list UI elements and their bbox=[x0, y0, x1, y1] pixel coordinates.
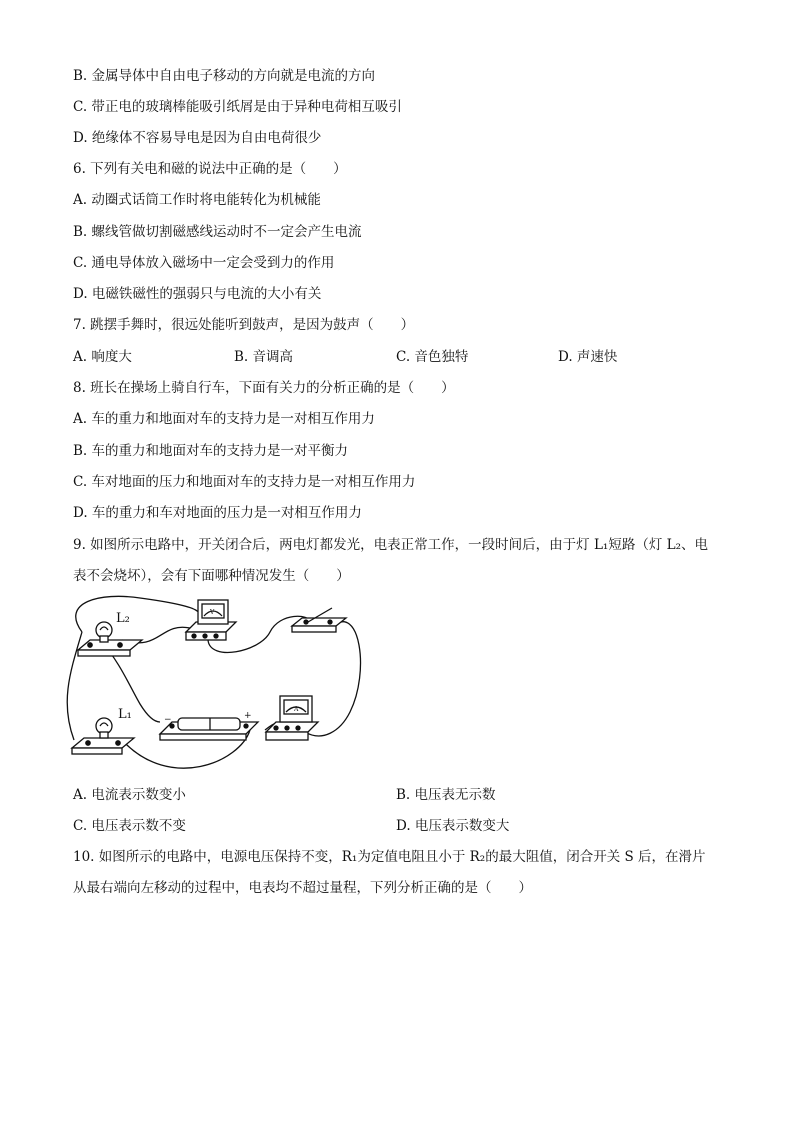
q7-option-a: A. 响度大 bbox=[73, 349, 132, 365]
q7-stem: 7. 跳摆手舞时，很远处能听到鼓声，是因为鼓声（ ） bbox=[73, 317, 415, 333]
ammeter bbox=[266, 696, 318, 740]
switch bbox=[292, 608, 346, 632]
voltmeter bbox=[186, 600, 236, 640]
lamp-l2 bbox=[78, 622, 142, 656]
battery bbox=[160, 718, 258, 740]
q9-option-c: C. 电压表示数不变 bbox=[73, 818, 186, 834]
battery-plus-label: + bbox=[244, 711, 252, 721]
q6-stem: 6. 下列有关电和磁的说法中正确的是（ ） bbox=[73, 161, 347, 177]
q6-option-c: C. 通电导体放入磁场中一定会受到力的作用 bbox=[73, 255, 335, 271]
q5-option-b: B. 金属导体中自由电子移动的方向就是电流的方向 bbox=[73, 68, 376, 84]
lamp-l1-label: L₁ bbox=[118, 707, 132, 722]
wire-switch-to-ammeter bbox=[305, 622, 360, 736]
q7-option-d: D. 声速快 bbox=[558, 349, 618, 365]
q7-option-b: B. 音调高 bbox=[234, 349, 294, 365]
q8-option-d: D. 车的重力和车对地面的压力是一对相互作用力 bbox=[73, 505, 362, 521]
q8-option-b: B. 车的重力和地面对车的支持力是一对平衡力 bbox=[73, 443, 349, 459]
q8-option-c: C. 车对地面的压力和地面对车的支持力是一对相互作用力 bbox=[73, 474, 416, 490]
q9-option-d: D. 电压表示数变大 bbox=[396, 818, 510, 834]
q6-option-b: B. 螺线管做切割磁感线运动时不一定会产生电流 bbox=[73, 224, 362, 240]
battery-minus-label: − bbox=[164, 715, 172, 725]
q10-stem-line1: 10. 如图所示的电路中，电源电压保持不变，R₁为定值电阻且小于 R₂的最大阻值，闭合开关 S 后，在滑片 bbox=[73, 849, 706, 865]
q8-stem: 8. 班长在操场上骑自行车，下面有关力的分析正确的是（ ） bbox=[73, 380, 455, 396]
circuit-figure bbox=[60, 592, 370, 782]
q9-stem-line2: 表不会烧坏），会有下面哪种情况发生（ ） bbox=[73, 568, 350, 584]
voltmeter-label: V bbox=[210, 609, 215, 616]
q6-option-a: A. 动圈式话筒工作时将电能转化为机械能 bbox=[73, 192, 321, 208]
q5-option-d: D. 绝缘体不容易导电是因为自由电荷很少 bbox=[73, 130, 322, 146]
q9-stem-line1: 9. 如图所示电路中，开关闭合后，两电灯都发光，电表正常工作，一段时间后，由于灯 L₁短路（灯 L₂、电 bbox=[73, 537, 709, 553]
q5-option-c: C. 带正电的玻璃棒能吸引纸屑是由于异种电荷相互吸引 bbox=[73, 99, 402, 115]
q7-option-c: C. 音色独特 bbox=[396, 349, 469, 365]
lamp-l1 bbox=[72, 718, 134, 754]
q9-option-a: A. 电流表示数变小 bbox=[73, 787, 186, 803]
q6-option-d: D. 电磁铁磁性的强弱只与电流的大小有关 bbox=[73, 286, 322, 302]
lamp-l2-label: L₂ bbox=[116, 611, 130, 626]
q8-option-a: A. 车的重力和地面对车的支持力是一对相互作用力 bbox=[73, 411, 375, 427]
ammeter-label: A bbox=[294, 706, 299, 713]
q9-option-b: B. 电压表无示数 bbox=[396, 787, 496, 803]
q10-stem-line2: 从最右端向左移动的过程中，电表均不超过量程，下列分析正确的是（ ） bbox=[73, 880, 532, 896]
